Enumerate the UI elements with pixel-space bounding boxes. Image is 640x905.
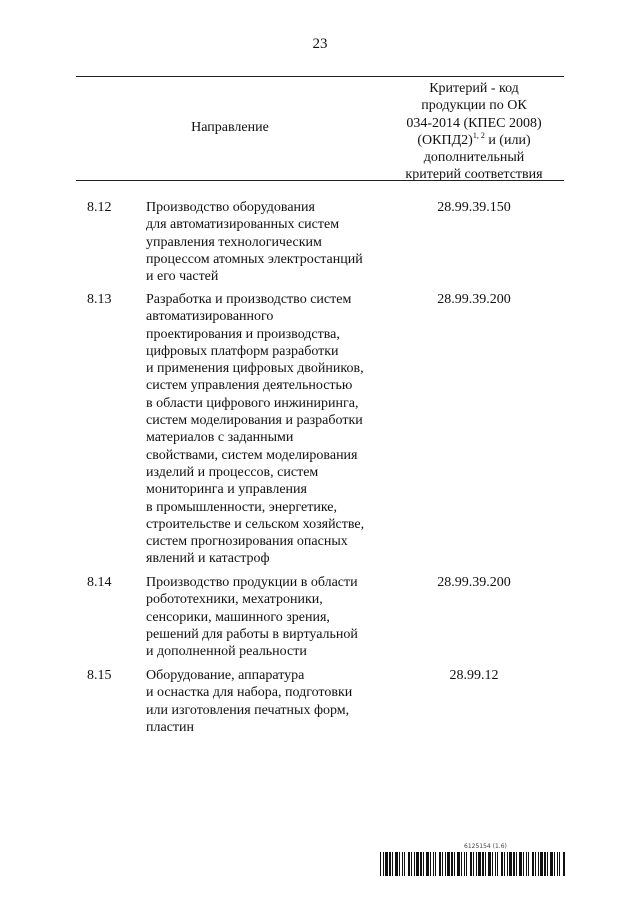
header-criteria-superscript: 1, 2 xyxy=(472,130,485,140)
description-line: сенсорики, машинного зрения, xyxy=(146,609,330,625)
header-criteria-line: критерий соответствия xyxy=(405,167,543,183)
description-line: или изготовления печатных форм, xyxy=(146,702,350,718)
barcode-bar xyxy=(423,852,424,876)
barcode-bar xyxy=(523,852,524,876)
row-number: 8.15 xyxy=(87,668,112,683)
barcode-bar xyxy=(385,852,388,876)
header-criteria-line: дополнительный xyxy=(423,150,525,166)
description-line: свойствами, систем моделирования xyxy=(146,447,358,463)
row-number: 8.13 xyxy=(87,292,112,307)
description-line: управления технологическим xyxy=(146,234,322,250)
header-criteria-line-okpd xyxy=(384,132,564,149)
description-line: пластин xyxy=(146,719,195,735)
barcode-bar xyxy=(464,852,465,876)
description-line: изделий и процессов, систем xyxy=(146,464,319,480)
description-line: материалов с заданными xyxy=(146,430,294,446)
barcode-bar xyxy=(519,852,522,876)
barcode-bar xyxy=(516,852,517,876)
description-line: и дополненной реальности xyxy=(146,644,307,660)
description-line: систем прогнозирования опасных xyxy=(146,534,348,550)
row-number: 8.14 xyxy=(87,575,112,590)
barcode-bar xyxy=(513,852,515,876)
barcode-bar xyxy=(461,852,462,876)
row-description xyxy=(146,291,396,568)
description-line: процессом атомных электростанций xyxy=(146,251,363,267)
barcode-bar xyxy=(411,852,412,876)
barcode-bar xyxy=(563,852,565,876)
row-description xyxy=(146,199,396,285)
description-line: мониторинга и управления xyxy=(146,482,307,498)
header-rule xyxy=(76,180,564,181)
description-line: Оборудование, аппаратура xyxy=(146,668,305,683)
barcode-bar xyxy=(495,852,496,876)
description-line: Производство продукции в области xyxy=(146,575,358,590)
barcode-bar xyxy=(426,852,429,876)
barcode-bar xyxy=(497,852,498,876)
barcode-bar xyxy=(478,852,481,876)
barcode-bar xyxy=(559,852,560,876)
description-line: строительстве и сельском хозяйстве, xyxy=(146,516,365,532)
barcode-bar xyxy=(454,852,455,876)
barcode-bar xyxy=(544,852,546,876)
description-line: решений для работы в виртуальной xyxy=(146,626,358,642)
barcode-graphic xyxy=(380,852,566,876)
barcode-bar xyxy=(404,852,405,876)
row-code: 28.99.39.200 xyxy=(437,292,511,307)
barcode-bar xyxy=(528,852,529,876)
barcode-bar xyxy=(492,852,493,876)
header-direction: Направление xyxy=(191,120,269,135)
barcode-bar xyxy=(383,852,384,876)
header-criteria-line: продукции по ОК xyxy=(421,98,527,114)
barcode-bar xyxy=(526,852,527,876)
table-top-rule xyxy=(76,76,564,77)
barcode-bar xyxy=(488,852,491,876)
description-line: и оснастка для набора, подготовки xyxy=(146,685,353,701)
barcode-bar xyxy=(470,852,472,876)
barcode-bar xyxy=(392,852,393,876)
barcode-bar xyxy=(547,852,548,876)
description-line: явлений и катастроф xyxy=(146,551,270,567)
barcode-bar xyxy=(435,852,436,876)
barcode-bar xyxy=(433,852,434,876)
barcode-bar xyxy=(485,852,486,876)
barcode-bar xyxy=(447,852,450,876)
barcode-bar xyxy=(535,852,536,876)
header-criteria-line: 034-2014 (КПЕС 2008) xyxy=(406,115,542,131)
barcode-bar xyxy=(482,852,484,876)
header-criteria-okpd: (ОКПД2) xyxy=(417,132,473,148)
barcode-bar xyxy=(395,852,398,876)
barcode-bar xyxy=(445,852,446,876)
barcode-bar xyxy=(457,852,460,876)
description-line: систем управления деятельностью xyxy=(146,378,353,394)
barcode-bar xyxy=(501,852,503,876)
barcode-caption: 6125154 (1.6) xyxy=(464,843,507,850)
description-line: и применения цифровых двойников, xyxy=(146,361,364,377)
barcode-bar xyxy=(466,852,467,876)
page-number: 23 xyxy=(312,36,328,52)
description-line: Производство оборудования xyxy=(146,200,315,215)
description-line: робототехники, мехатроники, xyxy=(146,592,323,608)
barcode-bar xyxy=(399,852,400,876)
barcode-bar xyxy=(550,852,553,876)
barcode-bar xyxy=(380,852,381,876)
barcode-bar xyxy=(557,852,558,876)
barcode-bar xyxy=(442,852,443,876)
row-code: 28.99.12 xyxy=(449,668,499,683)
barcode-bar xyxy=(473,852,474,876)
barcode-bar xyxy=(389,852,391,876)
row-code: 28.99.39.200 xyxy=(437,575,511,590)
barcode-bar xyxy=(451,852,453,876)
barcode-bar xyxy=(476,852,477,876)
description-line: в промышленности, энергетике, xyxy=(146,499,338,515)
description-line: проектирования и производства, xyxy=(146,326,340,342)
barcode-bar xyxy=(538,852,539,876)
barcode-bar xyxy=(439,852,441,876)
header-criteria-and-or: и (или) xyxy=(488,132,531,148)
description-line: для автоматизированных систем xyxy=(146,217,340,233)
barcode-bar xyxy=(430,852,431,876)
barcode-bar xyxy=(414,852,415,876)
description-line: Разработка и производство систем xyxy=(146,292,352,307)
barcode-bar xyxy=(504,852,505,876)
barcode-bar xyxy=(532,852,534,876)
barcode-bar xyxy=(509,852,512,876)
header-criteria xyxy=(384,80,564,184)
description-line: автоматизированного xyxy=(146,309,274,325)
barcode-bar xyxy=(402,852,403,876)
barcode-bar xyxy=(408,852,410,876)
description-line: в области цифрового инжиниринга, xyxy=(146,395,359,411)
barcode-bar xyxy=(416,852,419,876)
description-line: цифровых платформ разработки xyxy=(146,343,339,359)
description-line: систем моделирования и разработки xyxy=(146,413,363,429)
header-criteria-line: Критерий - код xyxy=(429,81,519,96)
description-line: и его частей xyxy=(146,269,219,285)
row-number: 8.12 xyxy=(87,200,112,215)
row-code: 28.99.39.150 xyxy=(437,200,511,215)
barcode-bar xyxy=(420,852,422,876)
barcode-bar xyxy=(507,852,508,876)
row-description xyxy=(146,667,396,736)
barcode-bar xyxy=(540,852,543,876)
row-description xyxy=(146,574,396,660)
barcode-bar xyxy=(554,852,555,876)
